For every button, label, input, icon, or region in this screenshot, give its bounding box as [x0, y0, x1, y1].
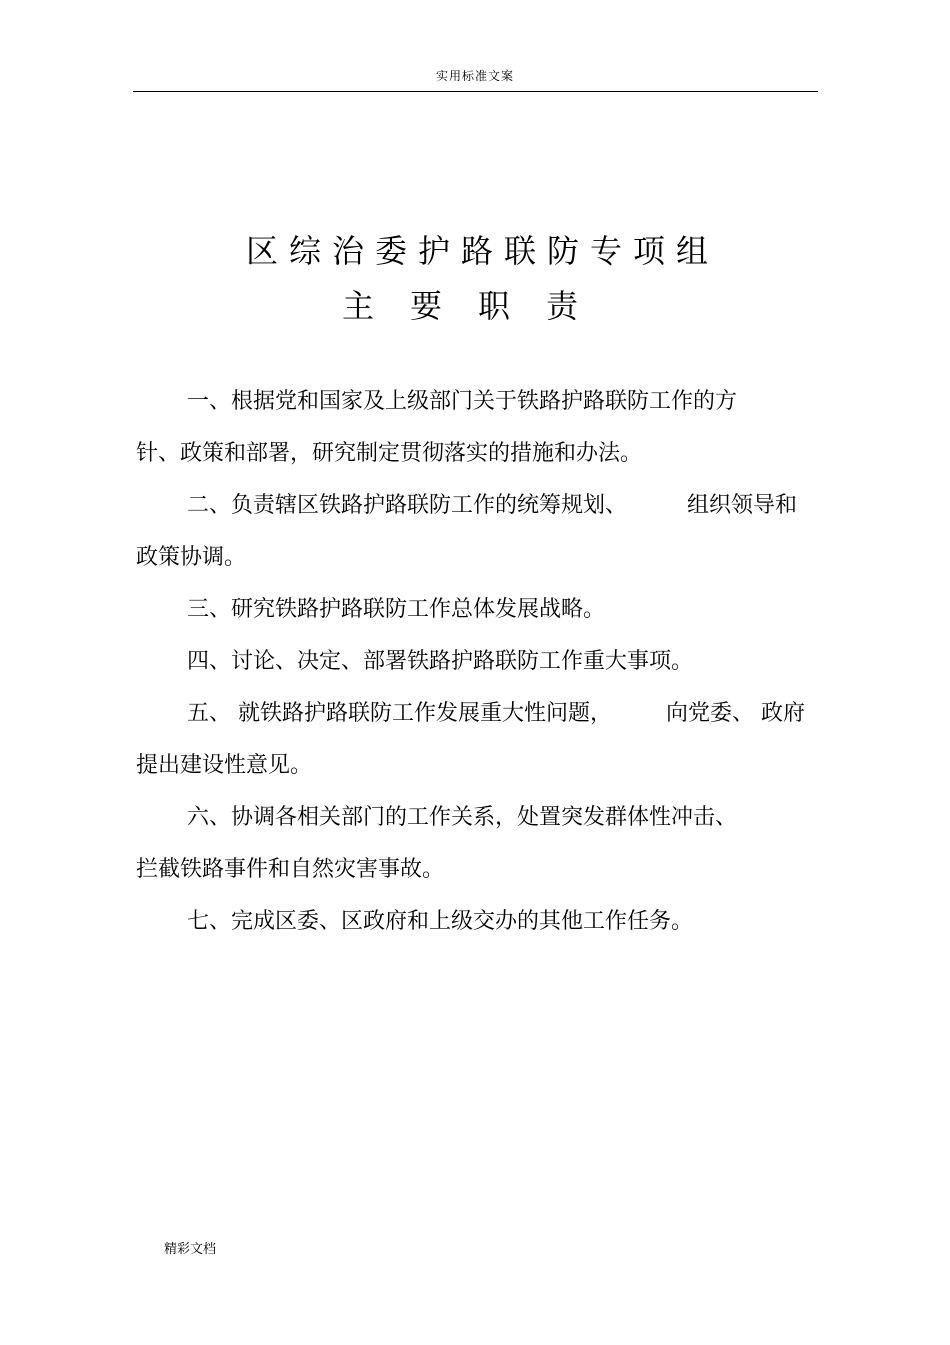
document-title: 区综治委护路联防专项组 — [246, 232, 720, 270]
page-footer-text: 精彩文档 — [164, 1242, 217, 1257]
item-1-line-2: 针、政策和部署，研究制定贯彻落实的措施和办法。 — [136, 441, 643, 466]
item-5-line-2: 提出建设性意见。 — [136, 753, 313, 778]
document-subtitle: 主要职责 — [342, 287, 615, 325]
item-2-line-2: 政策协调。 — [136, 545, 247, 570]
item-7-line-1: 七、完成区委、区政府和上级交办的其他工作任务。 — [187, 909, 694, 934]
item-6-line-2: 拦截铁路事件和自然灾害事故。 — [136, 857, 445, 882]
item-6-line-1: 六、协调各相关部门的工作关系，处置突发群体性冲击、 — [187, 805, 738, 830]
item-2-line-1-part-b: 组织领导和 — [687, 493, 798, 518]
item-2-line-1-part-a: 二、负责辖区铁路护路联防工作的统筹规划、 — [187, 493, 628, 518]
item-5-line-1-part-a: 五、 就铁路护路联防工作发展重大性问题， — [187, 701, 612, 726]
page-header-text: 实用标准文案 — [435, 69, 514, 83]
item-1-line-1: 一、根据党和国家及上级部门关于铁路护路联防工作的方 — [187, 389, 738, 414]
header-divider — [133, 91, 818, 92]
item-3-line-1: 三、研究铁路护路联防工作总体发展战略。 — [187, 597, 606, 622]
item-5-line-1-part-b: 向党委、 政府 — [666, 701, 805, 726]
item-4-line-1: 四、讨论、决定、部署铁路护路联防工作重大事项。 — [187, 649, 694, 674]
